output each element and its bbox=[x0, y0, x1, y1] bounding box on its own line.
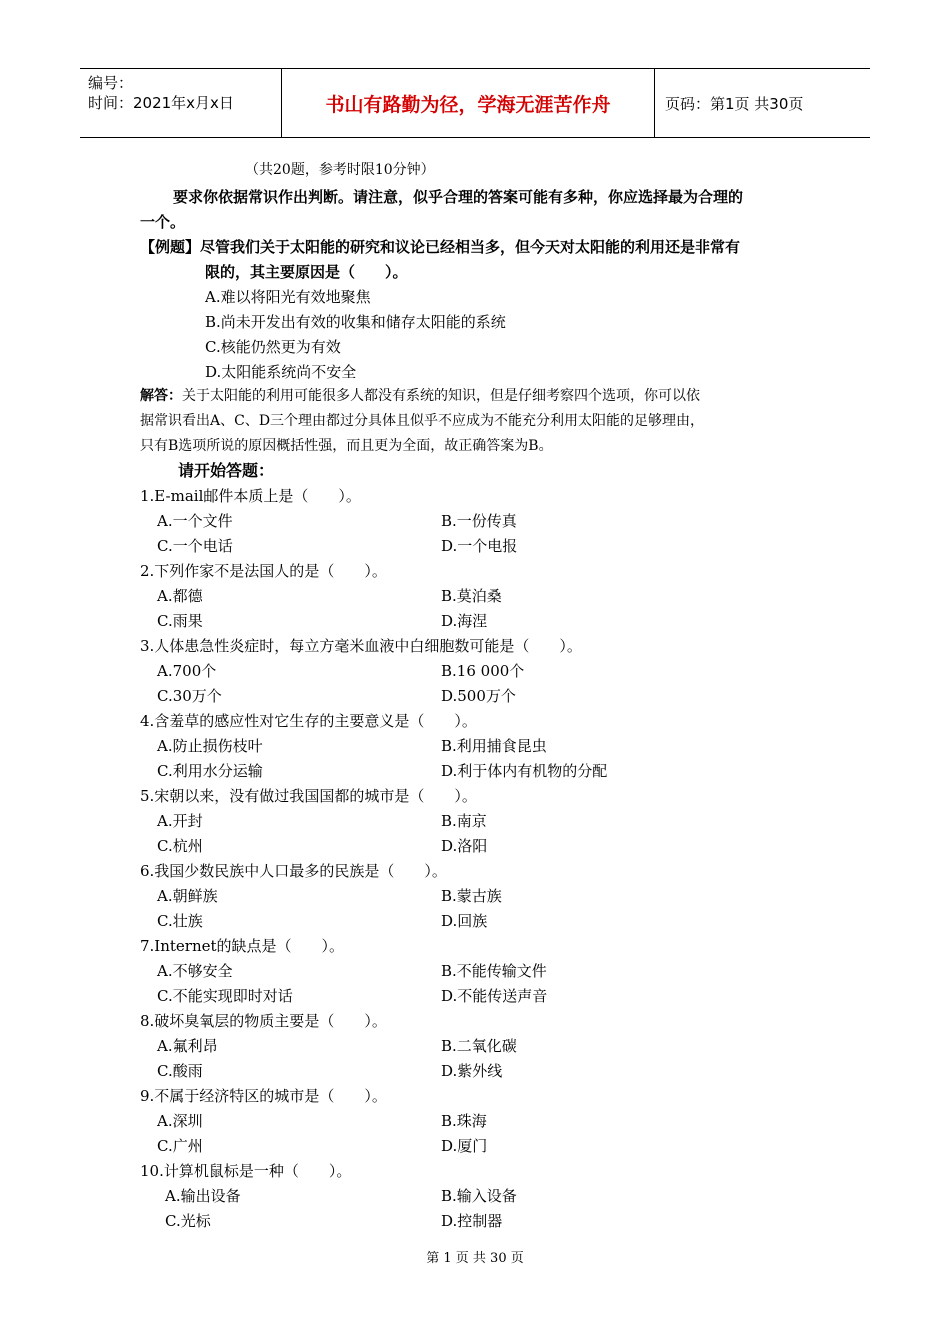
example-stem-line-2: 限的，其主要原因是（ ）。 bbox=[205, 263, 408, 281]
question-stem: 5.宋朝以来，没有做过我国国都的城市是（ ）。 bbox=[140, 787, 477, 805]
question-option: A.不够安全 bbox=[157, 962, 233, 980]
question-option: B.16 000个 bbox=[441, 662, 525, 680]
page-header bbox=[80, 68, 870, 138]
page-footer: 第 1 页 共 30 页 bbox=[426, 1251, 524, 1266]
question-stem: 10.计算机鼠标是一种（ ）。 bbox=[140, 1162, 352, 1180]
question-option: D.海涅 bbox=[441, 612, 488, 630]
question-option: C.30万个 bbox=[157, 687, 222, 705]
question-option: B.莫泊桑 bbox=[441, 587, 502, 605]
example-option: D.太阳能系统尚不安全 bbox=[205, 363, 357, 381]
question-option: D.回族 bbox=[441, 912, 488, 930]
header-meta bbox=[80, 69, 282, 137]
example-stem-line-1 bbox=[140, 237, 740, 257]
question-option: D.一个电报 bbox=[441, 537, 518, 555]
question-option: D.500万个 bbox=[441, 687, 516, 705]
answer-text: 关于太阳能的利用可能很多人都没有系统的知识，但是仔细考察四个选项，你可以依 bbox=[182, 388, 700, 404]
question-option: B.输入设备 bbox=[441, 1187, 517, 1205]
example-option: B.尚未开发出有效的收集和储存太阳能的系统 bbox=[205, 313, 506, 331]
question-option: D.厦门 bbox=[441, 1137, 488, 1155]
question-option: C.广州 bbox=[157, 1137, 203, 1155]
question-option: D.紫外线 bbox=[441, 1062, 503, 1080]
example-answer-line-1 bbox=[140, 386, 700, 406]
question-option: A.开封 bbox=[157, 812, 203, 830]
question-stem: 4.含羞草的感应性对它生存的主要意义是（ ）。 bbox=[140, 712, 477, 730]
question-option: A.700个 bbox=[157, 662, 217, 680]
question-option: C.不能实现即时对话 bbox=[157, 987, 293, 1005]
question-option: C.光标 bbox=[165, 1212, 211, 1230]
example-answer-line-2: 据常识看出A、C、D三个理由都过分具体且似乎不应成为不能充分利用太阳能的足够理由， bbox=[140, 413, 705, 429]
question-option: D.不能传送声音 bbox=[441, 987, 548, 1005]
question-stem: 1.E-mail邮件本质上是（ ）。 bbox=[140, 487, 361, 505]
question-option: A.都德 bbox=[157, 587, 203, 605]
header-page-label: 页码：第1页 共30页 bbox=[665, 94, 804, 113]
instruction-line-1: 要求你依据常识作出判断。请注意，似乎合理的答案可能有多种，你应选择最为合理的 bbox=[173, 188, 744, 206]
question-stem: 7.Internet的缺点是（ ）。 bbox=[140, 937, 345, 955]
start-title: 请开始答题： bbox=[178, 461, 275, 480]
question-option: D.控制器 bbox=[441, 1212, 503, 1230]
question-option: C.壮族 bbox=[157, 912, 203, 930]
example-stem-text: 尽管我们关于太阳能的研究和议论已经相当多，但今天对太阳能的利用还是非常有 bbox=[200, 238, 741, 256]
question-stem: 6.我国少数民族中人口最多的民族是（ ）。 bbox=[140, 862, 447, 880]
question-option: B.利用捕食昆虫 bbox=[441, 737, 547, 755]
question-option: D.洛阳 bbox=[441, 837, 488, 855]
question-option: B.一份传真 bbox=[441, 512, 517, 530]
question-option: A.氟利昂 bbox=[157, 1037, 218, 1055]
question-option: C.雨果 bbox=[157, 612, 203, 630]
question-option: A.输出设备 bbox=[165, 1187, 241, 1205]
question-option: C.酸雨 bbox=[157, 1062, 203, 1080]
question-option: A.一个文件 bbox=[157, 512, 233, 530]
example-option: A.难以将阳光有效地聚焦 bbox=[205, 288, 371, 306]
example-tag: 【例题】 bbox=[140, 238, 201, 256]
question-option: A.防止损伤枝叶 bbox=[157, 737, 263, 755]
question-option: B.南京 bbox=[441, 812, 487, 830]
question-option: C.一个电话 bbox=[157, 537, 233, 555]
header-motto: 书山有路勤为径，学海无涯苦作舟 bbox=[282, 69, 655, 137]
example-option: C.核能仍然更为有效 bbox=[205, 338, 341, 356]
question-option: B.珠海 bbox=[441, 1112, 487, 1130]
question-stem: 8.破坏臭氧层的物质主要是（ ）。 bbox=[140, 1012, 387, 1030]
question-option: B.蒙古族 bbox=[441, 887, 502, 905]
question-option: B.二氧化碳 bbox=[441, 1037, 517, 1055]
instruction-line-2: 一个。 bbox=[140, 213, 186, 231]
answer-label: 解答： bbox=[140, 388, 182, 404]
question-stem: 3.人体患急性炎症时，每立方毫米血液中白细胞数可能是（ ）。 bbox=[140, 637, 582, 655]
question-option: A.深圳 bbox=[157, 1112, 203, 1130]
question-option: D.利于体内有机物的分配 bbox=[441, 762, 608, 780]
question-option: A.朝鲜族 bbox=[157, 887, 218, 905]
quiz-note: （共20题，参考时限10分钟） bbox=[245, 162, 435, 178]
question-stem: 9.不属于经济特区的城市是（ ）。 bbox=[140, 1087, 387, 1105]
question-option: C.杭州 bbox=[157, 837, 203, 855]
number-label: 编号： bbox=[88, 74, 134, 92]
question-stem: 2.下列作家不是法国人的是（ ）。 bbox=[140, 562, 387, 580]
question-option: B.不能传输文件 bbox=[441, 962, 547, 980]
question-option: C.利用水分运输 bbox=[157, 762, 263, 780]
time-label: 时间：2021年x月x日 bbox=[88, 94, 234, 112]
example-answer-line-3: 只有B选项所说的原因概括性强，而且更为全面，故正确答案为B。 bbox=[140, 438, 553, 454]
